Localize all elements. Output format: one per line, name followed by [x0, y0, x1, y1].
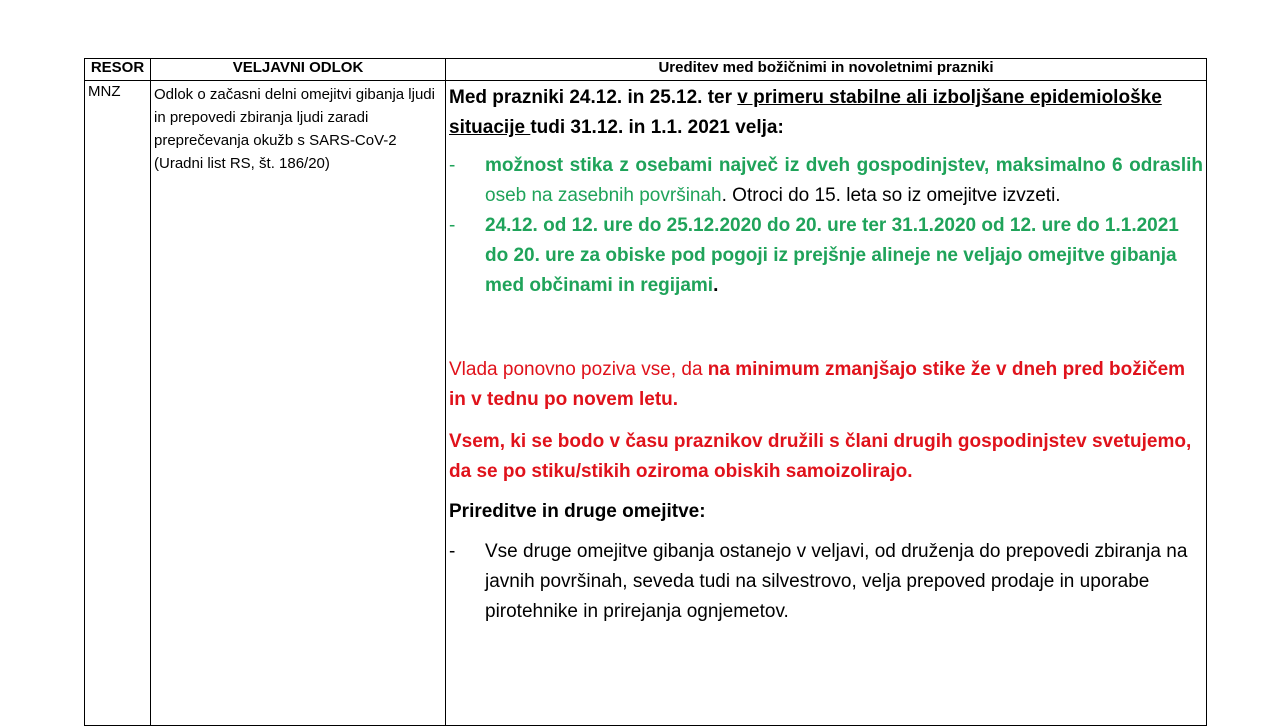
appeal-paragraph [449, 355, 1203, 415]
bullet1-black: . Otroci do 15. leta so iz omejitve izvzeti. [721, 185, 1061, 206]
measures-table [84, 58, 1207, 726]
bullet-dash: - [449, 215, 456, 236]
header-odlok: VELJAVNI ODLOK [151, 59, 446, 81]
intro-underlined: v primeru stabilne ali izboljšane epidemiološke situacije [449, 87, 1162, 138]
intro-text-2: tudi 31.12. in 1.1. 2021 velja: [530, 117, 784, 138]
bullet-dash: - [449, 541, 456, 562]
events-heading: Prireditve in druge omejitve: [449, 501, 706, 522]
header-resor: RESOR [85, 59, 151, 81]
bullet-other-restrictions [449, 537, 1203, 627]
bullet1-bold: možnost stika z osebami največ iz dveh gospodinjstev, maksimalno 6 odraslih [485, 155, 1203, 176]
bullet-dash: - [449, 155, 456, 176]
cell-odlok: Odlok o začasni delni omejitvi gibanja ljudi in prepovedi zbiranja ljudi zaradi preprečevanja okužb s SARS-CoV-2 (Uradni list RS, št. 186/20) [151, 81, 446, 726]
cell-resor: MNZ [85, 81, 151, 726]
bullet2-end: . [713, 275, 719, 296]
intro-text-1: Med prazniki 24.12. in 25.12. ter [449, 87, 738, 108]
cell-ureditev [446, 81, 1207, 726]
bullet3-text: Vse druge omejitve gibanja ostanejo v veljavi, od druženja do prepovedi zbiranja na javnih površinah, seveda tudi na silvestrovo, velja prepoved prodaje in uporabe pirotehnike in prirejanja ognjemetov. [485, 541, 1188, 622]
appeal-bold: na minimum zmanjšajo stike že v dneh pred božičem in v tednu po novem letu. [449, 359, 1186, 410]
isolation-paragraph: Vsem, ki se bodo v času praznikov družili s člani drugih gospodinjstev svetujemo, da se po stiku/stikih oziroma obiskih samoizolirajo. [449, 431, 1192, 482]
bullet-movement [449, 211, 1203, 301]
bullet-contacts [449, 151, 1203, 211]
table-row [85, 81, 1207, 726]
intro-paragraph [449, 83, 1203, 143]
bullet1-green: oseb na zasebnih površinah [485, 185, 722, 206]
header-ureditev: Ureditev med božičnimi in novoletnimi prazniki [446, 59, 1207, 81]
bullet2-bold: 24.12. od 12. ure do 25.12.2020 do 20. ure ter 31.1.2020 od 12. ure do 1.1.2021 do 20. ure za obiske pod pogoji iz prejšnje alineje ne veljajo omejitve gibanja med občinami in regijami [485, 215, 1179, 296]
header-row [85, 59, 1207, 81]
appeal-regular: Vlada ponovno poziva vse, da [449, 359, 708, 380]
